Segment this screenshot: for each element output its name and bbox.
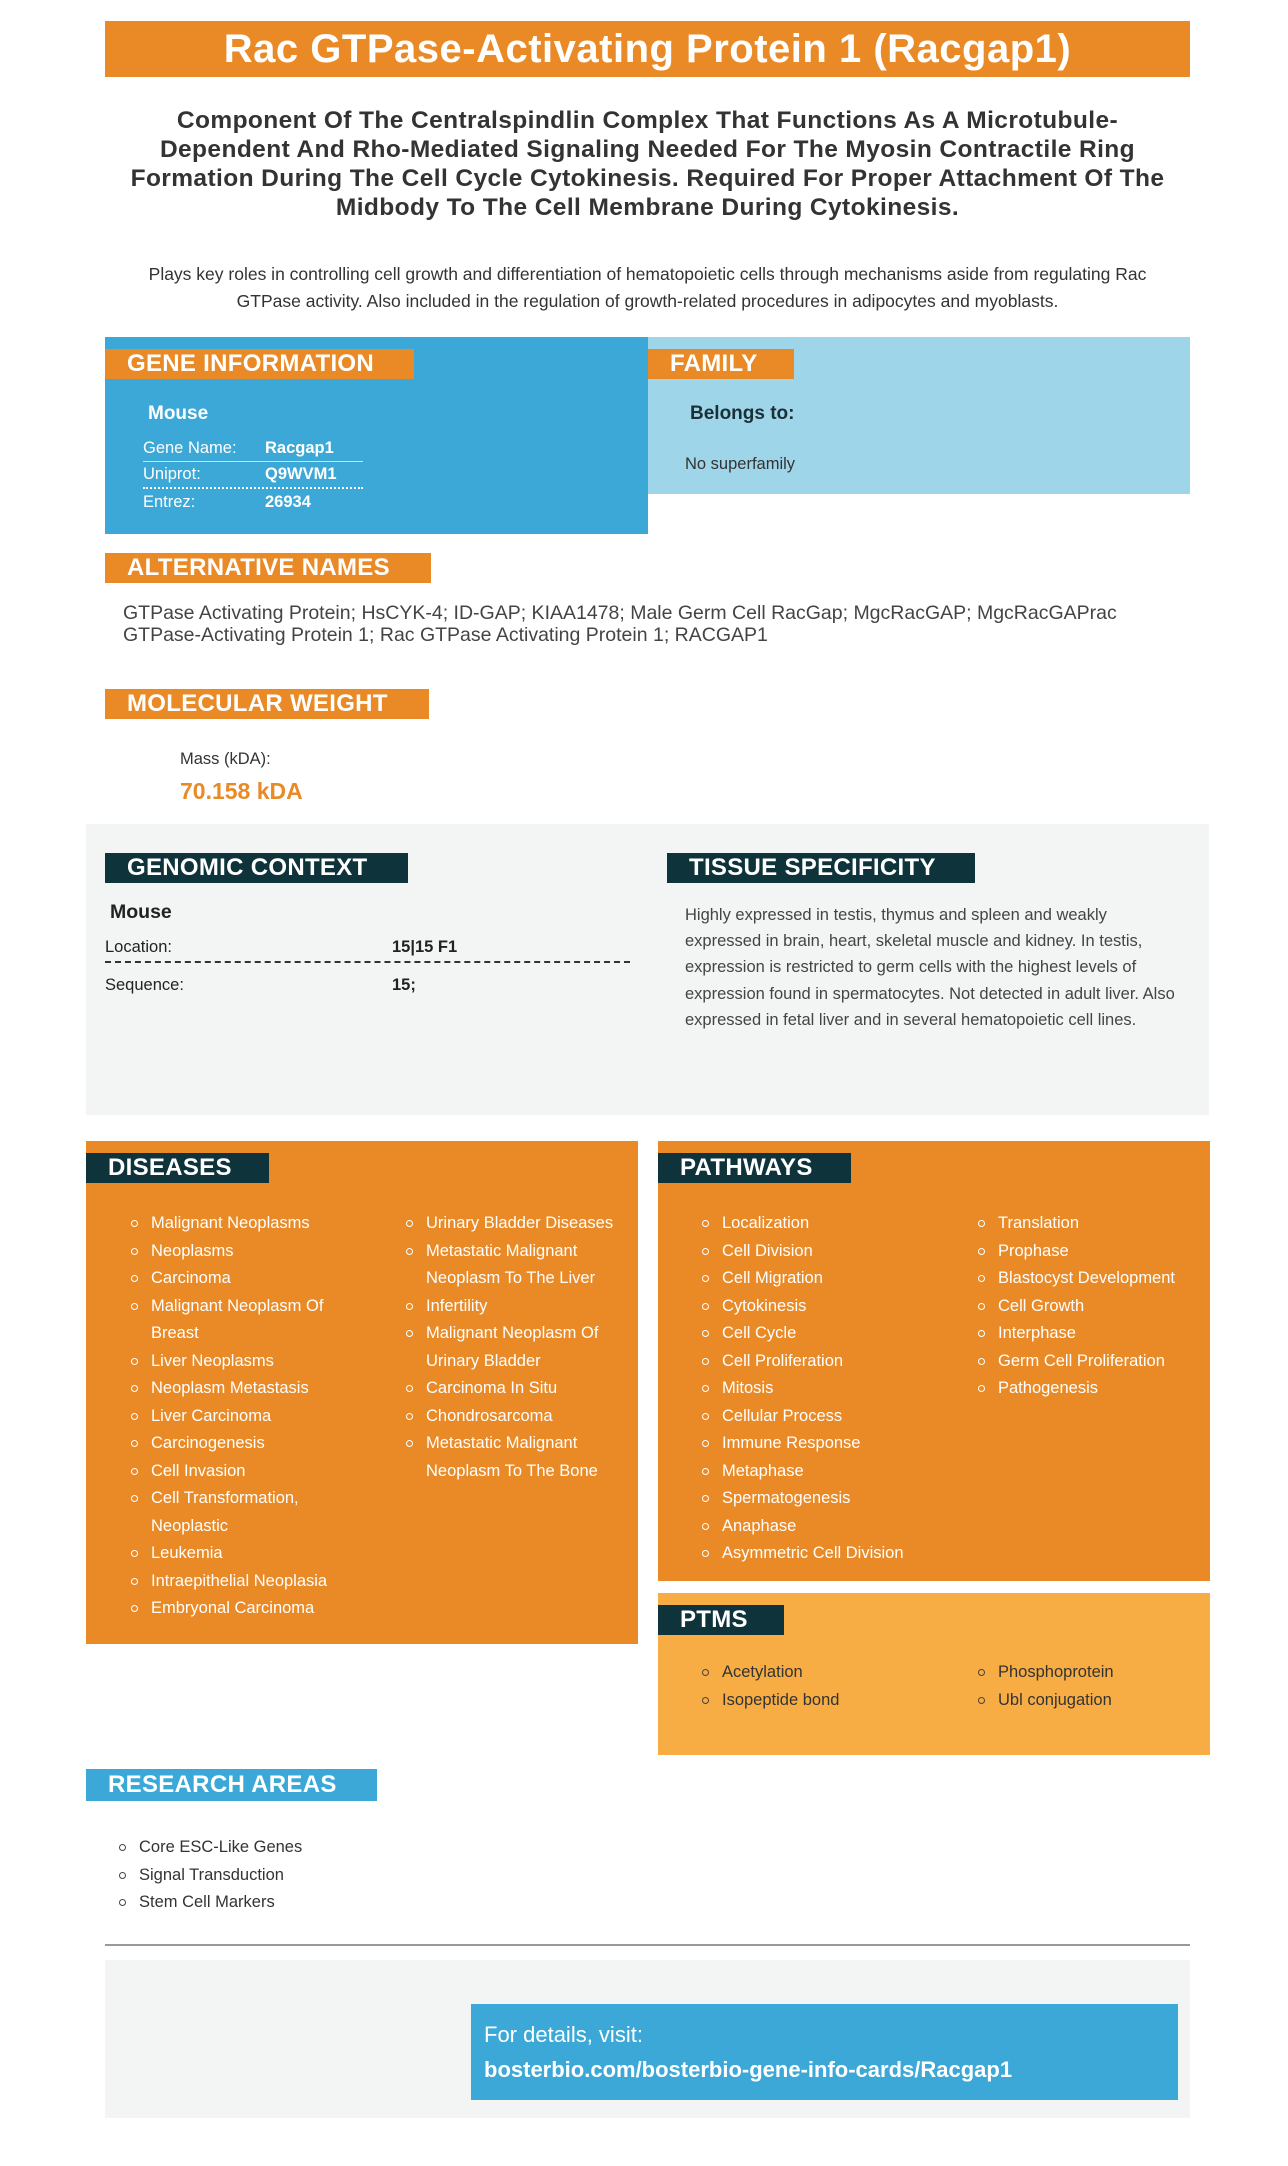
footer-label: For details, visit: — [484, 2022, 643, 2047]
pathway-item: Cell Migration — [702, 1265, 962, 1293]
pathway-item: Pathogenesis — [978, 1375, 1208, 1403]
disease-item: Urinary Bladder Diseases — [406, 1210, 631, 1238]
genomic-location-value: 15|15 F1 — [392, 937, 458, 956]
disease-item: Neoplasm Metastasis — [131, 1375, 366, 1403]
disease-item: Malignant Neoplasms — [131, 1210, 366, 1238]
mass-label: Mass (kDA): — [180, 750, 271, 768]
ptms-panel — [658, 1593, 1210, 1755]
pathways-list-col1 — [702, 1210, 962, 1568]
alternative-names-header: ALTERNATIVE NAMES — [105, 553, 431, 583]
footer-details-box[interactable] — [471, 2004, 1178, 2100]
ptm-item: Phosphoprotein — [978, 1659, 1208, 1687]
disease-item: Malignant Neoplasm Of Breast — [131, 1293, 366, 1348]
ptm-item: Acetylation — [702, 1659, 962, 1687]
research-areas-header: RESEARCH AREAS — [86, 1769, 377, 1801]
pathway-item: Cell Cycle — [702, 1320, 962, 1348]
diseases-list-col2 — [406, 1210, 631, 1485]
entrez-label: Entrez: — [143, 493, 196, 511]
pathway-item: Cytokinesis — [702, 1293, 962, 1321]
page-title: Rac GTPase-Activating Protein 1 (Racgap1) — [105, 21, 1190, 77]
family-belongs-label: Belongs to: — [690, 403, 795, 424]
disease-item: Intraepithelial Neoplasia — [131, 1568, 366, 1596]
gene-name-value: Racgap1 — [265, 438, 334, 457]
pathway-item: Cell Division — [702, 1238, 962, 1266]
disease-item: Carcinoma — [131, 1265, 366, 1293]
disease-item: Embryonal Carcinoma — [131, 1595, 366, 1623]
entrez-row — [143, 489, 363, 516]
diseases-list-col1 — [131, 1210, 366, 1623]
disease-item: Carcinogenesis — [131, 1430, 366, 1458]
pathway-item: Metaphase — [702, 1458, 962, 1486]
uniprot-label: Uniprot: — [143, 465, 201, 483]
pathway-item: Asymmetric Cell Division — [702, 1540, 962, 1568]
footer-link[interactable]: bosterbio.com/bosterbio-gene-info-cards/Racgap1 — [484, 2057, 1013, 2082]
diseases-panel — [86, 1141, 638, 1644]
uniprot-value: Q9WVM1 — [265, 465, 337, 483]
genomic-species: Mouse — [110, 901, 172, 923]
disease-item: Malignant Neoplasm Of Urinary Bladder — [406, 1320, 631, 1375]
disease-item: Leukemia — [131, 1540, 366, 1568]
pathways-panel — [658, 1141, 1210, 1581]
pathway-item: Blastocyst Development — [978, 1265, 1208, 1293]
protein-description: Plays key roles in controlling cell growth and differentiation of hematopoietic cells through mechanisms aside from regulating Rac GTPase activity. Also included in the regulation of growth-related procedures in adipocytes and myoblasts. — [148, 264, 1147, 311]
uniprot-row — [143, 462, 363, 489]
pathway-item: Immune Response — [702, 1430, 962, 1458]
gene-info-table — [143, 435, 363, 516]
ptm-item: Isopeptide bond — [702, 1687, 962, 1715]
entrez-value: 26934 — [265, 493, 311, 511]
genomic-sequence-value: 15; — [392, 975, 416, 994]
disease-item: Metastatic Malignant Neoplasm To The Bone — [406, 1430, 631, 1485]
diseases-header: DISEASES — [86, 1153, 269, 1183]
research-area-item: Signal Transduction — [119, 1862, 302, 1890]
family-value: No superfamily — [685, 455, 796, 473]
gene-information-header: GENE INFORMATION — [105, 349, 414, 379]
pathway-item: Cellular Process — [702, 1403, 962, 1431]
research-area-item: Core ESC-Like Genes — [119, 1834, 302, 1862]
family-panel — [648, 337, 1190, 494]
pathway-item: Anaphase — [702, 1513, 962, 1541]
disease-item: Neoplasms — [131, 1238, 366, 1266]
gene-species: Mouse — [148, 403, 209, 424]
pathway-item: Localization — [702, 1210, 962, 1238]
genomic-sequence-label: Sequence: — [105, 975, 184, 994]
genomic-location-label: Location: — [105, 937, 172, 956]
ptms-header: PTMS — [658, 1605, 784, 1635]
pathway-item: Mitosis — [702, 1375, 962, 1403]
protein-summary: Component Of The Centralspindlin Complex That Functions As A Microtubule-Dependent And Rho-Mediated Signaling Needed For The Myosin Contractile Ring Formation During The Cell Cycle Cytokinesis. Required For Proper Attachment Of The Midbody To The Cell Membrane During Cytokinesis. — [130, 107, 1165, 221]
genomic-location-row — [105, 937, 630, 963]
pathway-item: Translation — [978, 1210, 1208, 1238]
pathway-item: Interphase — [978, 1320, 1208, 1348]
disease-item: Chondrosarcoma — [406, 1403, 631, 1431]
pathway-item: Spermatogenesis — [702, 1485, 962, 1513]
mass-value: 70.158 kDA — [180, 778, 303, 804]
genomic-context-header: GENOMIC CONTEXT — [105, 853, 408, 883]
disease-item: Liver Carcinoma — [131, 1403, 366, 1431]
disease-item: Cell Invasion — [131, 1458, 366, 1486]
disease-item: Metastatic Malignant Neoplasm To The Liver — [406, 1238, 631, 1293]
molecular-weight-header: MOLECULAR WEIGHT — [105, 689, 429, 719]
tissue-specificity-text: Highly expressed in testis, thymus and spleen and weakly expressed in brain, heart, skeletal muscle and kidney. In testis, expression is restricted to germ cells with the highest levels of expression found in spermatocytes. Not detected in adult liver. Also expressed in fetal liver and in several hematopoietic cell lines. — [685, 906, 1175, 1029]
family-header: FAMILY — [648, 349, 794, 379]
research-area-item: Stem Cell Markers — [119, 1889, 302, 1917]
genomic-sequence-row — [105, 972, 630, 998]
pathway-item: Cell Growth — [978, 1293, 1208, 1321]
pathway-item: Prophase — [978, 1238, 1208, 1266]
alternative-names-text: GTPase Activating Protein; HsCYK-4; ID-GAP; KIAA1478; Male Germ Cell RacGap; MgcRacGAP; MgcRacGAPrac GTPase-Activating Protein 1; Rac GTPase Activating Protein 1; RACGAP1 — [123, 602, 1117, 646]
gene-name-label: Gene Name: — [143, 438, 237, 457]
ptms-list-col2 — [978, 1659, 1208, 1714]
footer-divider — [105, 1944, 1190, 1946]
disease-item: Carcinoma In Situ — [406, 1375, 631, 1403]
ptm-item: Ubl conjugation — [978, 1687, 1208, 1715]
tissue-specificity-header: TISSUE SPECIFICITY — [667, 853, 975, 883]
disease-item: Liver Neoplasms — [131, 1348, 366, 1376]
pathways-header: PATHWAYS — [658, 1153, 851, 1183]
disease-item: Cell Transformation, Neoplastic — [131, 1485, 366, 1540]
pathway-item: Cell Proliferation — [702, 1348, 962, 1376]
ptms-list-col1 — [702, 1659, 962, 1714]
pathways-list-col2 — [978, 1210, 1208, 1403]
research-areas-list — [119, 1834, 302, 1917]
disease-item: Infertility — [406, 1293, 631, 1321]
pathway-item: Germ Cell Proliferation — [978, 1348, 1208, 1376]
gene-name-row — [143, 435, 363, 462]
gene-information-panel — [105, 337, 648, 534]
